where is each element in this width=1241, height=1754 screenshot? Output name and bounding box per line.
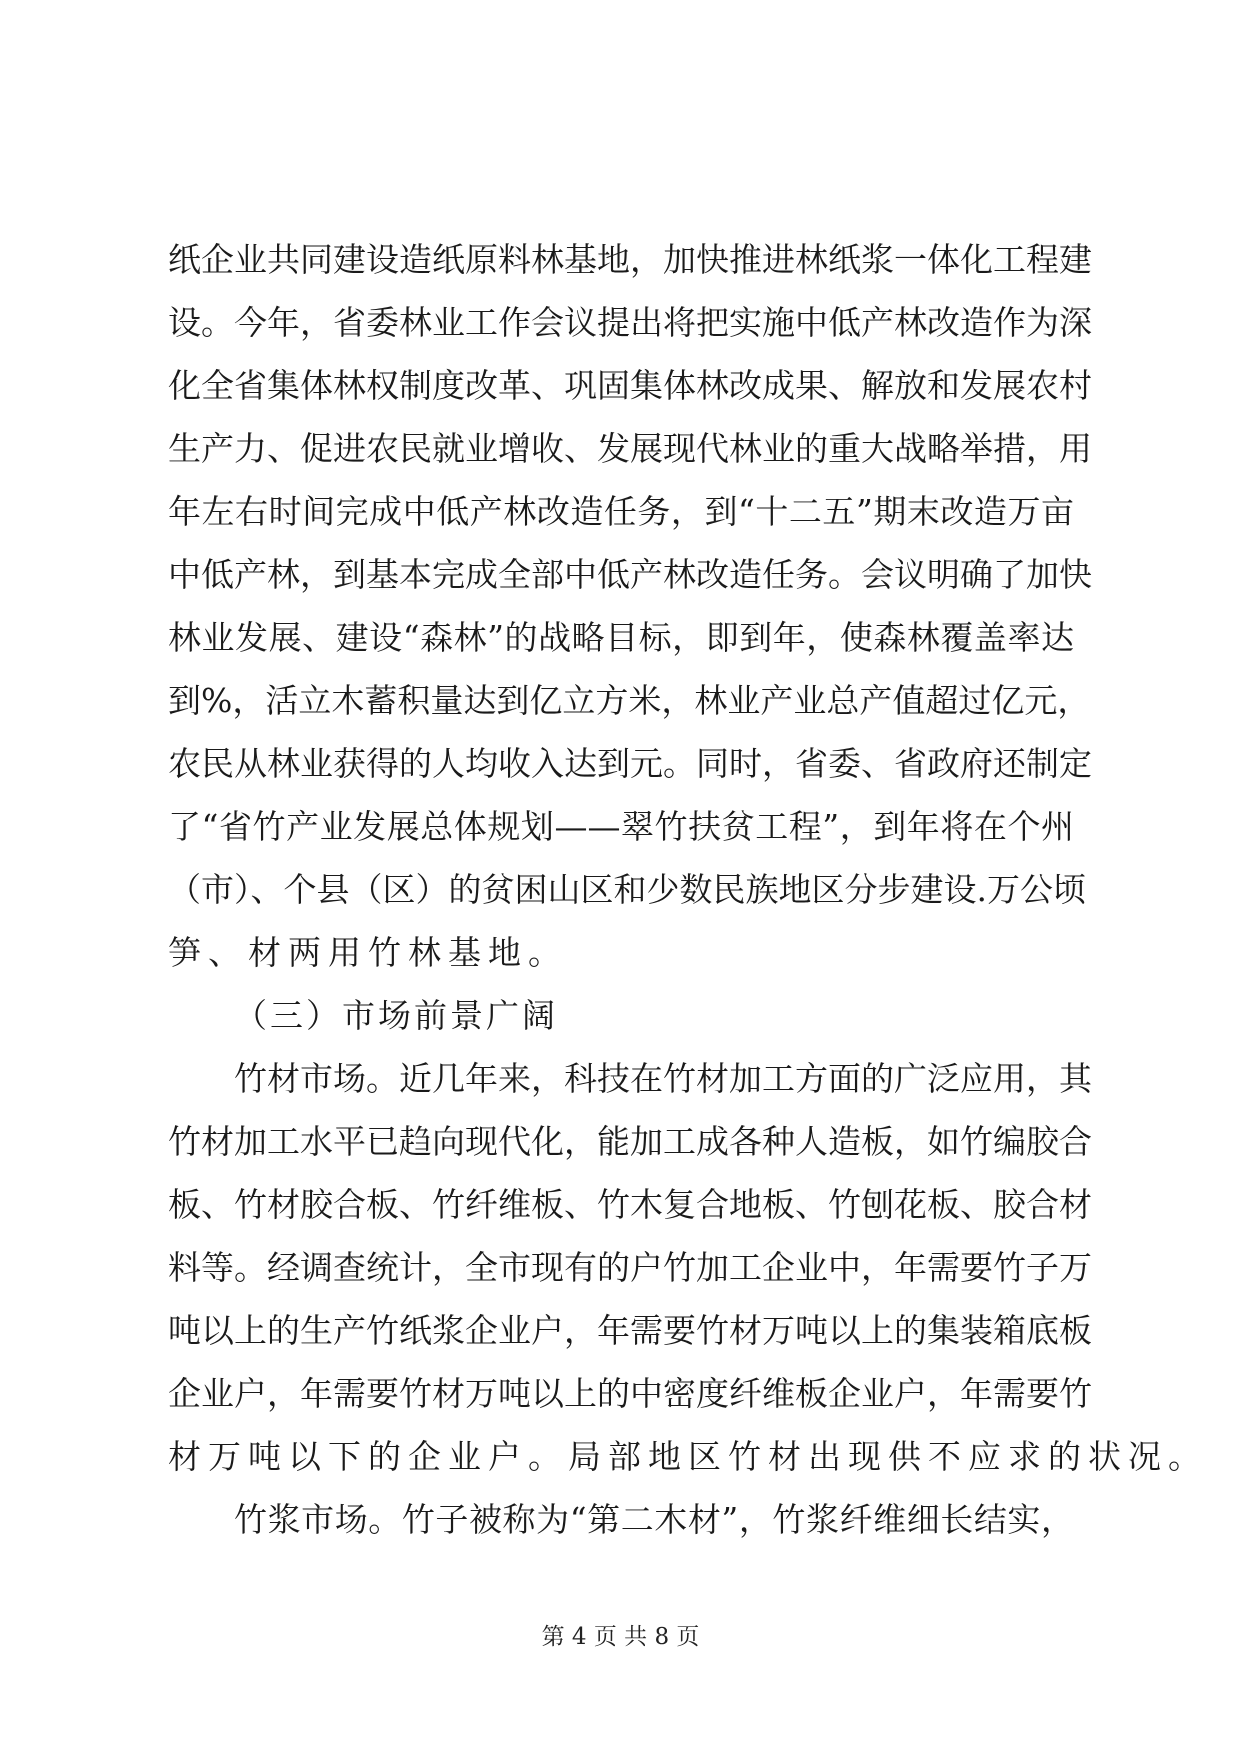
text-line: 材万吨以下的企业户。局部地区竹材出现供不应求的状况。 xyxy=(168,1437,1208,1476)
text-line: 生产力、促进农民就业增收、发展现代林业的重大战略举措，用 xyxy=(168,429,1092,468)
document-body xyxy=(168,228,1208,1551)
paragraph-first-line: 竹浆市场。竹子被称为“第二木材”，竹浆纤维细长结实， xyxy=(234,1500,1074,1539)
text-line: 吨以上的生产竹纸浆企业户，年需要竹材万吨以上的集装箱底板 xyxy=(168,1311,1092,1350)
text-line: 年左右时间完成中低产林改造任务，到“十二五”期末改造万亩 xyxy=(168,492,1074,531)
paragraph-first-line: 竹材市场。近几年来，科技在竹材加工方面的广泛应用，其 xyxy=(234,1059,1092,1098)
text-line: 化全省集体林权制度改革、巩固集体林改成果、解放和发展农村 xyxy=(168,366,1092,405)
text-line: 了“省竹产业发展总体规划——翠竹扶贫工程”，到年将在个州 xyxy=(168,807,1074,846)
text-line: 到%，活立木蓄积量达到亿立方米，林业产业总产值超过亿元， xyxy=(168,681,1091,720)
text-line: 企业户，年需要竹材万吨以上的中密度纤维板企业户，年需要竹 xyxy=(168,1374,1092,1413)
text-line: 料等。经调查统计，全市现有的户竹加工企业中，年需要竹子万 xyxy=(168,1248,1092,1287)
text-line: 纸企业共同建设造纸原料林基地，加快推进林纸浆一体化工程建 xyxy=(168,240,1092,279)
text-line: 板、竹材胶合板、竹纤维板、竹木复合地板、竹刨花板、胶合材 xyxy=(168,1185,1092,1224)
text-line: 农民从林业获得的人均收入达到元。同时，省委、省政府还制定 xyxy=(168,744,1092,783)
text-line: 竹材加工水平已趋向现代化，能加工成各种人造板，如竹编胶合 xyxy=(168,1122,1092,1161)
text-line: 中低产林，到基本完成全部中低产林改造任务。会议明确了加快 xyxy=(168,555,1092,594)
text-line: （市）、个县（区）的贫困山区和少数民族地区分步建设.万公顷 xyxy=(168,870,1086,909)
text-line: 笋、材两用竹林基地。 xyxy=(168,933,568,972)
text-line: 设。今年，省委林业工作会议提出将把实施中低产林改造作为深 xyxy=(168,303,1092,342)
text-line: 林业发展、建设“森林”的战略目标，即到年，使森林覆盖率达 xyxy=(168,618,1074,657)
section-heading: （三）市场前景广阔 xyxy=(234,996,558,1035)
page-footer: 第 4 页 共 8 页 xyxy=(541,1624,700,1650)
